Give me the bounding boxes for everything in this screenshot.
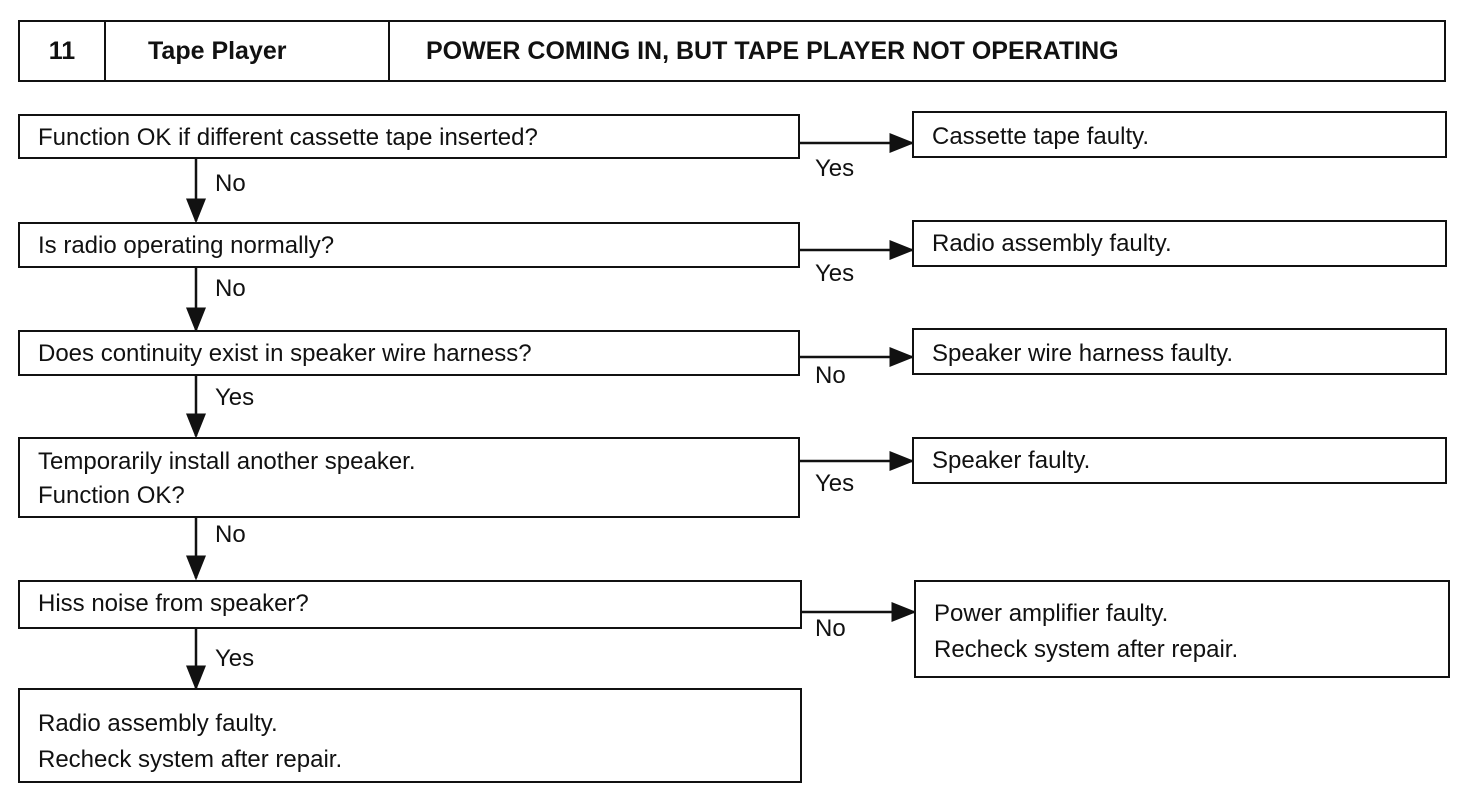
result-box bbox=[914, 580, 1450, 678]
result-text: Speaker wire harness faulty. bbox=[932, 340, 1234, 367]
final-result-text: Radio assembly faulty. bbox=[38, 710, 278, 737]
branch-label: Yes bbox=[815, 260, 855, 287]
next-label: No bbox=[215, 521, 246, 548]
header-category: Tape Player bbox=[106, 22, 390, 80]
question-text: Hiss noise from speaker? bbox=[38, 590, 309, 617]
result-text: Recheck system after repair. bbox=[934, 636, 1239, 663]
question-box bbox=[18, 437, 800, 518]
result-box bbox=[912, 220, 1447, 267]
branch-label: No bbox=[815, 362, 846, 389]
result-box bbox=[912, 111, 1447, 158]
question-text: Function OK if different cassette tape inserted? bbox=[38, 124, 538, 151]
question-text: Does continuity exist in speaker wire harness? bbox=[38, 340, 532, 367]
result-box bbox=[912, 328, 1447, 375]
result-text: Speaker faulty. bbox=[932, 447, 1091, 474]
result-box bbox=[912, 437, 1447, 484]
question-box bbox=[18, 580, 802, 629]
result-text: Power amplifier faulty. bbox=[934, 600, 1169, 627]
question-text: Is radio operating normally? bbox=[38, 232, 335, 259]
branch-label: Yes bbox=[815, 470, 855, 497]
branch-label: Yes bbox=[815, 155, 855, 182]
final-result-text: Recheck system after repair. bbox=[38, 746, 343, 773]
result-text: Cassette tape faulty. bbox=[932, 123, 1150, 150]
question-box bbox=[18, 114, 800, 159]
branch-label: No bbox=[815, 615, 846, 642]
next-label: No bbox=[215, 170, 246, 197]
next-label: No bbox=[215, 275, 246, 302]
next-label: Yes bbox=[215, 384, 255, 411]
header-number: 11 bbox=[20, 22, 106, 80]
question-box bbox=[18, 222, 800, 268]
question-box bbox=[18, 330, 800, 376]
question-text: Function OK? bbox=[38, 482, 185, 509]
question-text: Temporarily install another speaker. bbox=[38, 448, 416, 475]
next-label: Yes bbox=[215, 645, 255, 672]
header-title: POWER COMING IN, BUT TAPE PLAYER NOT OPERATING bbox=[426, 36, 1119, 65]
final-result-box bbox=[18, 688, 802, 783]
result-text: Radio assembly faulty. bbox=[932, 230, 1172, 257]
